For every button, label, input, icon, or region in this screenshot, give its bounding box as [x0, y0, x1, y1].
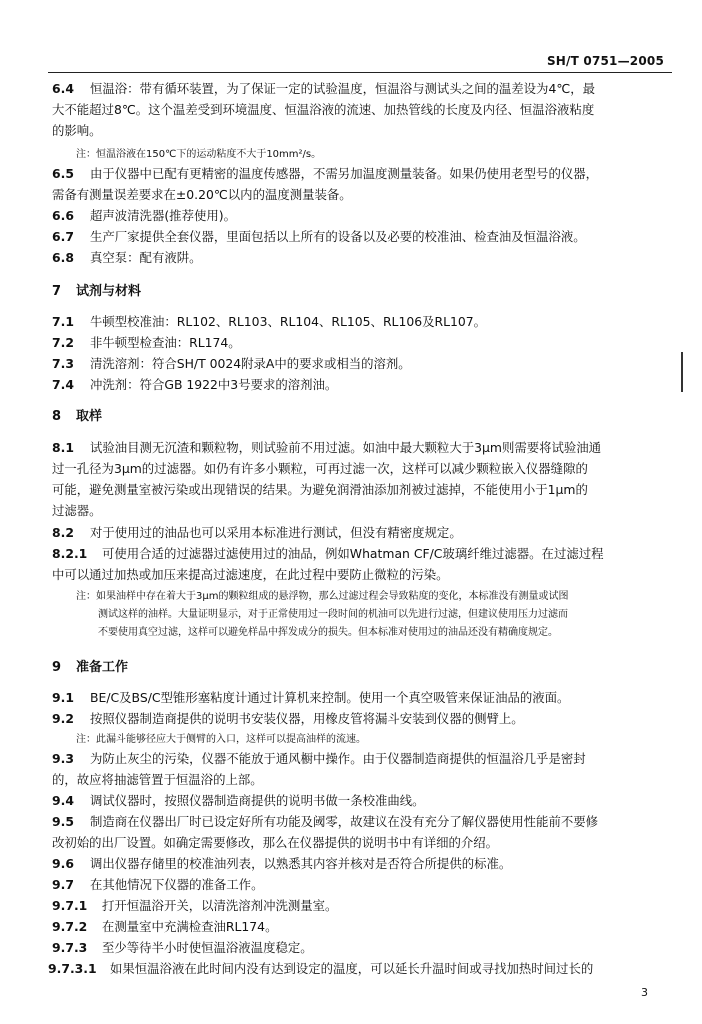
note-line	[98, 624, 672, 642]
text-line	[52, 481, 672, 499]
line-text: 大不能超过8℃。这个温差受到环境温度、恒温浴液的流速、加热管线的长度及内径、恒温浴液粘度	[52, 102, 595, 117]
text-line	[52, 165, 672, 183]
line-text: 至少等待半小时使恒温浴液温度稳定。	[102, 940, 313, 955]
text-line	[52, 771, 672, 789]
line-text: 的影响。	[52, 123, 102, 138]
clause-number: 9.6	[52, 856, 74, 871]
line-text: 在其他情况下仪器的准备工作。	[90, 877, 264, 892]
line-text: 不要使用真空过滤，这样可以避免样品中挥发成分的损失。但本标准对使用过的油品还没有精确度规定。	[98, 627, 558, 638]
line-text: 改初始的出厂设置。如确定需要修改，那么在仪器提供的说明书中有详细的介绍。	[52, 835, 499, 850]
text-line	[52, 439, 672, 457]
line-text: 可使用合适的过滤器过滤使用过的油品，例如Whatman CF/C玻璃纤维过滤器。在过滤过程	[102, 546, 604, 561]
line-text: BE/C及BS/C型锥形塞粘度计通过计算机来控制。使用一个真空吸管来保证油品的液面。	[90, 690, 570, 705]
note-line	[76, 588, 672, 606]
text-line	[52, 876, 672, 894]
section-title: 试剂与材料	[76, 284, 142, 299]
line-text: 如果恒温浴液在此时间内没有达到设定的温度，可以延长升温时间或寻找加热时间过长的	[110, 961, 594, 976]
standard-code: SH/T 0751—2005	[546, 54, 664, 68]
clause-number: 9.7.1	[52, 898, 88, 913]
clause-number: 9.7	[52, 877, 74, 892]
section-title: 取样	[76, 409, 103, 424]
line-text: 按照仪器制造商提供的说明书安装仪器，用橡皮管将漏斗安装到仪器的侧臂上。	[90, 711, 524, 726]
clause-number: 9.3	[52, 751, 74, 766]
text-line	[52, 897, 672, 915]
clause-number: 6.5	[52, 166, 74, 181]
line-text: 为防止灰尘的污染，仪器不能放于通风橱中操作。由于仪器制造商提供的恒温浴几乎是密封	[90, 751, 586, 766]
clause-number: 8.2.1	[52, 546, 88, 561]
clause-number: 9.5	[52, 814, 74, 829]
line-text: 超声波清洗器(推荐使用)。	[90, 208, 236, 223]
clause-number: 9.1	[52, 690, 74, 705]
line-text: 过一孔径为3μm的过滤器。如仍有许多小颗粒，可再过滤一次，这样可以减少颗粒嵌入仪器缝隙的	[52, 461, 588, 476]
text-line	[48, 960, 672, 978]
text-line	[52, 813, 672, 831]
clause-number: 6.8	[52, 250, 74, 265]
text-line	[52, 313, 672, 331]
clause-number: 7.4	[52, 377, 74, 392]
text-line	[52, 855, 672, 873]
line-text: 对于使用过的油品也可以采用本标准进行测试，但没有精密度规定。	[90, 525, 462, 540]
line-text: 可能，避免测量室被污染或出现错误的结果。为避免润滑油添加剂被过滤掉，不能使用小于1μm的	[52, 482, 588, 497]
section-title: 准备工作	[76, 660, 129, 675]
line-text: 过滤器。	[52, 503, 102, 518]
line-text: 恒温浴：带有循环装置，为了保证一定的试验温度，恒温浴与测试头之间的温差设为4℃，最	[90, 81, 596, 96]
text-line	[52, 502, 672, 520]
line-text: 测试这样的油样。大量证明显示，对于正常使用过一段时间的机油可以先进行过滤，但建议使用压力过滤而	[98, 609, 568, 620]
text-line	[52, 792, 672, 810]
text-line	[52, 249, 672, 267]
line-text: 冲洗剂：符合GB 1922中3号要求的溶剂油。	[90, 377, 338, 392]
clause-number: 7.1	[52, 314, 74, 329]
text-line	[52, 834, 672, 852]
clause-number: 9.2	[52, 711, 74, 726]
text-line	[52, 228, 672, 246]
text-line	[52, 186, 672, 204]
line-text: 调试仪器时，按照仪器制造商提供的说明书做一条校准曲线。	[90, 793, 425, 808]
section-number: 7	[52, 284, 62, 299]
line-text: 注：如果油样中存在着大于3μm的颗粒组成的悬浮物，那么过滤过程会导致粘度的变化，本标准没有测量或试图	[76, 591, 569, 602]
section-heading	[52, 659, 672, 677]
clause-number: 8.1	[52, 440, 74, 455]
text-line	[52, 355, 672, 373]
line-text: 调出仪器存储里的校准油列表，以熟悉其内容并核对是否符合所提供的标准。	[90, 856, 512, 871]
line-text: 真空泵：配有液阱。	[90, 250, 202, 265]
text-line	[52, 545, 672, 563]
text-line	[52, 750, 672, 768]
note-line	[76, 731, 672, 749]
line-text: 牛顿型校准油：RL102、RL103、RL104、RL105、RL106及RL107。	[90, 314, 487, 329]
text-line	[52, 566, 672, 584]
text-line	[52, 689, 672, 707]
text-line	[52, 460, 672, 478]
clause-number: 6.6	[52, 208, 74, 223]
header-rule	[48, 72, 672, 73]
line-text: 非牛顿型检查油：RL174。	[90, 335, 241, 350]
text-line	[52, 710, 672, 728]
line-text: 打开恒温浴开关，以清洗溶剂冲洗测量室。	[102, 898, 338, 913]
margin-change-bar	[681, 352, 683, 392]
text-line	[52, 207, 672, 225]
text-line	[52, 524, 672, 542]
text-line	[52, 376, 672, 394]
text-line	[52, 80, 672, 98]
page-number: 3	[641, 986, 648, 999]
line-text: 制造商在仪器出厂时已设定好所有功能及阈零，故建议在没有充分了解仪器使用性能前不要修	[90, 814, 599, 829]
clause-number: 6.7	[52, 229, 74, 244]
line-text: 注：此漏斗能够径应大于侧臂的入口，这样可以提高油样的流速。	[76, 734, 366, 745]
section-heading	[52, 283, 672, 301]
text-line	[52, 334, 672, 352]
text-line	[52, 122, 672, 140]
text-line	[52, 939, 672, 957]
line-text: 的，故应将抽滤管置于恒温浴的上部。	[52, 772, 263, 787]
section-number: 9	[52, 660, 62, 675]
line-text: 中可以通过加热或加压来提高过滤速度，在此过程中要防止微粒的污染。	[52, 567, 449, 582]
line-text: 试验油目测无沉渣和颗粒物，则试验前不用过滤。如油中最大颗粒大于3μm则需要将试验油通	[90, 440, 602, 455]
clause-number: 8.2	[52, 525, 74, 540]
clause-number: 7.3	[52, 356, 74, 371]
line-text: 需备有测量误差要求在±0.20℃以内的温度测量装备。	[52, 187, 352, 202]
line-text: 注：恒温浴液在150℃下的运动粘度不大于10mm²/s。	[76, 149, 322, 160]
clause-number: 9.7.3.1	[48, 961, 97, 976]
section-number: 8	[52, 409, 62, 424]
line-text: 生产厂家提供全套仪器，里面包括以上所有的设备以及必要的校准油、检查油及恒温浴液。	[90, 229, 586, 244]
line-text: 清洗溶剂：符合SH/T 0024附录A中的要求或相当的溶剂。	[90, 356, 411, 371]
note-line	[98, 606, 672, 624]
clause-number: 6.4	[52, 81, 74, 96]
clause-number: 9.7.3	[52, 940, 88, 955]
clause-number: 7.2	[52, 335, 74, 350]
clause-number: 9.4	[52, 793, 74, 808]
text-line	[52, 918, 672, 936]
line-text: 由于仪器中已配有更精密的温度传感器，不需另加温度测量装备。如果仍使用老型号的仪器，	[90, 166, 599, 181]
line-text: 在测量室中充满检查油RL174。	[102, 919, 278, 934]
section-heading	[52, 408, 672, 426]
clause-number: 9.7.2	[52, 919, 88, 934]
note-line	[76, 146, 672, 164]
text-line	[52, 101, 672, 119]
